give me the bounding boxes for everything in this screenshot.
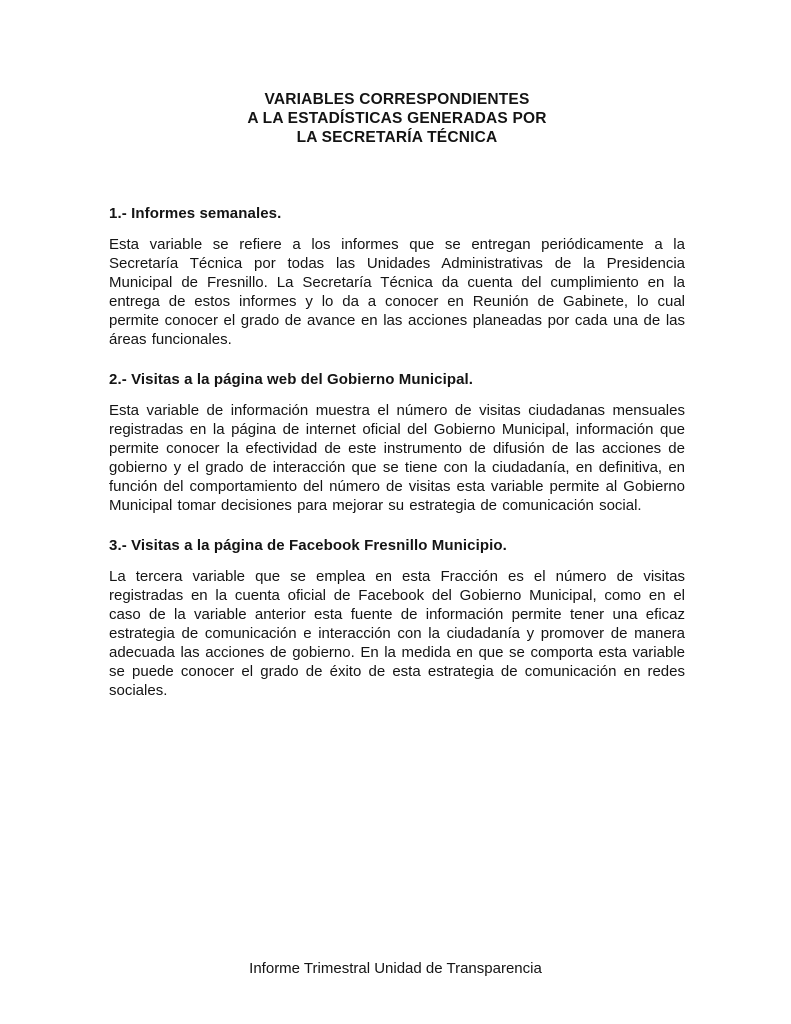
section-1-heading: 1.- Informes semanales.: [109, 205, 282, 222]
page-footer: Informe Trimestral Unidad de Transparencia: [249, 960, 542, 977]
section-visitas-web: [109, 370, 685, 515]
section-informes-semanales: [109, 204, 685, 349]
section-3-paragraph: La tercera variable que se emplea en esta Fracción es el número de visitas registradas en la cuenta oficial de Facebook del Gobierno Municipal, como en el caso de la variable anterior esta fuente de información permite tener una eficaz estrategia de comunicación e interacción con la ciudadanía y promover de manera adecuada las acciones de gobierno. En la medida en que se comporta esta variable se puede conocer el grado de éxito de esta estrategia de comunicación en redes sociales.: [109, 568, 685, 699]
section-2-paragraph: Esta variable de información muestra el número de visitas ciudadanas mensuales registradas en la página de internet oficial del Gobierno Municipal, información que permite conocer la efectividad de este instrumento de difusión de las acciones de gobierno y el grado de interacción que se tiene con la ciudadanía, en definitiva, en función del comportamiento del número de visitas esta variable permite al Gobierno Municipal tomar decisiones para mejorar su estrategia de comunicación social.: [109, 402, 685, 514]
document-title: [109, 90, 685, 147]
section-3-heading: 3.- Visitas a la página de Facebook Fresnillo Municipio.: [109, 537, 507, 554]
section-visitas-facebook: [109, 536, 685, 700]
title-line-3: LA SECRETARÍA TÉCNICA: [296, 129, 498, 146]
title-line-2: A LA ESTADÍSTICAS GENERADAS POR: [247, 110, 547, 127]
section-2-heading: 2.- Visitas a la página web del Gobierno Municipal.: [109, 371, 474, 388]
title-line-1: VARIABLES CORRESPONDIENTES: [264, 91, 530, 108]
section-1-paragraph: Esta variable se refiere a los informes que se entregan periódicamente a la Secretaría Técnica por todas las Unidades Administrativas de la Presidencia Municipal de Fresnillo. La Secretaría Técnica da cuenta del cumplimiento en la entrega de estos informes y lo da a conocer en Reunión de Gabinete, lo cual permite conocer el grado de avance en las acciones planeadas por cada una de las áreas funcionales.: [109, 236, 685, 348]
